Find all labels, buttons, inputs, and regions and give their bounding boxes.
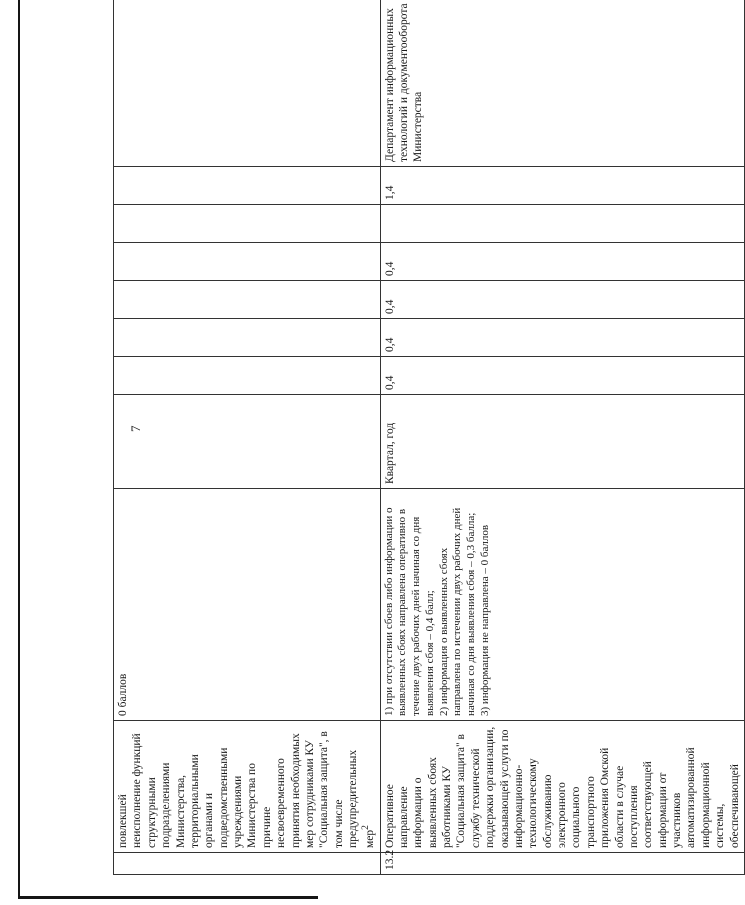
value-cell bbox=[114, 167, 381, 205]
value-cell: 0,4 bbox=[380, 357, 744, 395]
criteria-text: 1) при отсутствии сбоев либо информации о выявленных сбоях направлена оперативно в течение двух рабочих дней начиная со дня выявления сбоя – 0,4 балл; 2) информация о выявленных сбоях направлена по истечении двух рабочих дней начиная со дня выявления сбоя – 0,3 балла; 3) информация не направлена – 0 баллов bbox=[380, 489, 744, 721]
row-number: 13.2 bbox=[380, 853, 744, 875]
value-cell: 0,4 bbox=[380, 281, 744, 319]
scan-edge-bottom bbox=[18, 896, 318, 899]
responsible-text: Департамент информационных технологий и документооборота Министерства bbox=[380, 0, 744, 167]
page-number: 7 bbox=[128, 425, 143, 432]
value-cell bbox=[114, 319, 381, 357]
value-cell: 0,4 bbox=[380, 243, 744, 281]
responsible-text bbox=[114, 0, 381, 167]
value-cell bbox=[114, 281, 381, 319]
value-cell bbox=[114, 357, 381, 395]
rotated-page bbox=[88, 0, 741, 880]
value-cell bbox=[380, 205, 744, 243]
criteria-text: 0 баллов bbox=[114, 489, 381, 721]
period-text bbox=[114, 395, 381, 489]
period-text: Квартал, год bbox=[380, 395, 744, 489]
row-number bbox=[114, 853, 381, 875]
value-cell: 1,4 bbox=[380, 167, 744, 205]
indicator-text: Оперативное направление информации о выявленных сбоях работниками КУ "Социальная защита" в службу технической поддержки организации, оказывающей услуги по информационно-технологическому обслуживанию электронного социального транспортного приложения Омской области в случае поступления соответствующей информации от участников автоматизированной информационной системы, обеспечивающей bbox=[380, 721, 744, 853]
value-cell bbox=[114, 243, 381, 281]
table-row bbox=[380, 0, 744, 875]
table-row bbox=[114, 0, 381, 875]
indicator-text: повлекшей неисполнение функций структурными подразделениями Министерства, территориальными органами и подведомственными учреждениями Министерства по причине несвоевременного принятия необходимых мер сотрудниками КУ "Социальная защита", в том числе предупредительных мер$^2$ bbox=[114, 721, 381, 853]
value-cell bbox=[114, 205, 381, 243]
indicators-table bbox=[113, 0, 745, 875]
scan-edge-line bbox=[18, 0, 20, 897]
value-cell: 0,4 bbox=[380, 319, 744, 357]
